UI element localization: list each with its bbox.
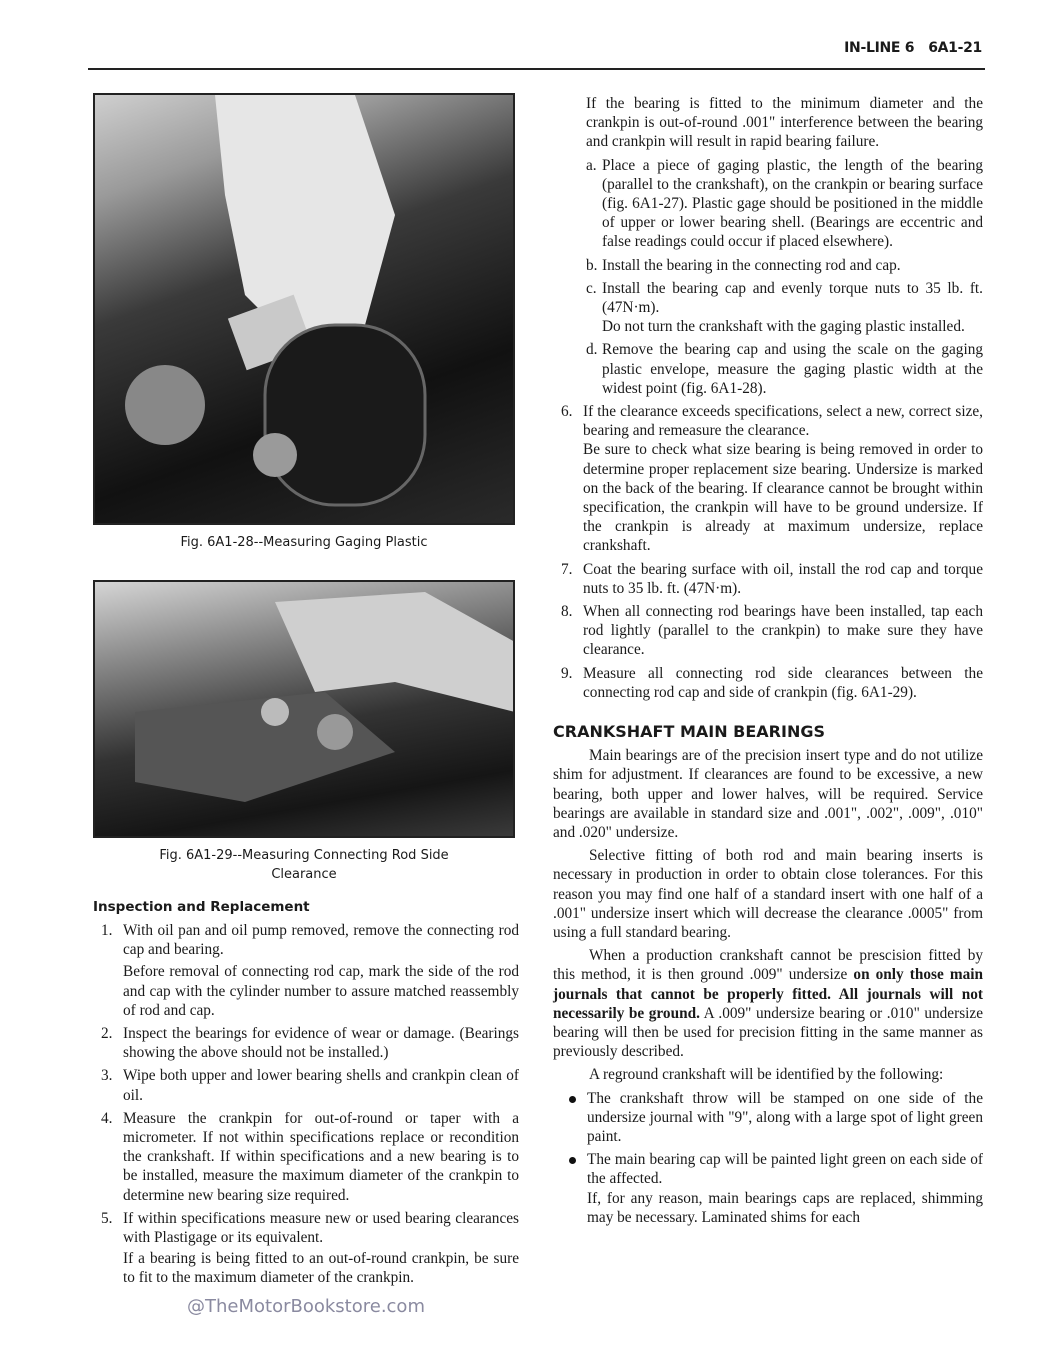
item-text: Measure the crankpin for out-of-round or taper with a micrometer. If not within specifications replace or recondition the crankshaft. If within specifications and a new bearing is to be installed, measure the maximum diameter of the crankpin to determine new bearing size required. (123, 1109, 519, 1204)
step-text: Remove the bearing cap and using the scale on the gaging plastic envelope, measure the gaging plastic width at the widest point (fig. 6A1-28). (602, 341, 983, 397)
bullet-text: The crankshaft throw will be stamped on one side of the undersize journal with "9", along with a large spot of light green paint. (587, 1089, 983, 1145)
header-rule (88, 68, 985, 70)
item-text: If within specifications measure new or used bearing clearances with Plastigage or its equivalent. (123, 1209, 519, 1247)
right-column (553, 94, 983, 1227)
item-number: 8. (561, 603, 573, 621)
watermark: @TheMotorBookstore.com (187, 1295, 425, 1317)
figure-caption: Fig. 6A1-28--Measuring Gaging Plastic (180, 535, 428, 550)
item-note: Be sure to check what size bearing is being removed in order to determine proper replacement size bearing. Undersize is marked on the back of the bearing. If clearance cannot be brought within specification, the crankpin will have to be ground undersize. If the crankpin is already at maximum undersize, replace crankshaft. (583, 441, 983, 555)
page-number: 6A1-21 (928, 40, 982, 56)
bold-text-run: on only those main journals that cannot be properly fitted. All journals will not necessarily be ground. (553, 966, 983, 1022)
item-note: If a bearing is being fitted to an out-of-round crankpin, be sure to fit to the maximum diameter of the crankpin. (123, 1250, 519, 1287)
step-letter: a. (586, 156, 597, 174)
text-run: When a production crankshaft cannot be prescision fitted by this method, it is then ground .009" undersize (553, 947, 983, 984)
item-text: Wipe both upper and lower bearing shells and crankpin clean of oil. (123, 1067, 519, 1104)
item-text: With oil pan and oil pump removed, remove the connecting rod cap and bearing. (123, 922, 519, 959)
item-number: 3. (101, 1067, 113, 1085)
list-item (553, 602, 983, 660)
caption-line: Fig. 6A1-29--Measuring Connecting Rod Side (159, 848, 449, 863)
section-title: IN-LINE 6 (844, 40, 915, 56)
sub-step (553, 340, 983, 398)
sub-step (553, 156, 983, 252)
bullet-text: The main bearing cap will be painted light green on each side of the affected. (587, 1151, 983, 1188)
list-item (93, 1066, 519, 1104)
item-number: 1. (101, 922, 113, 939)
bullet-icon (569, 1096, 576, 1103)
paragraph (553, 946, 983, 1061)
item-text: Inspect the bearings for evidence of wear or damage. (Bearings showing the above should not be installed.) (123, 1025, 519, 1062)
text-run: A .009" undersize bearing or .010" undersize bearing will then be used for precision fitting in the same manner as previously described. (553, 1004, 983, 1061)
step-text: Install the bearing in the connecting rod and cap. (602, 256, 901, 274)
sub-step (553, 256, 983, 275)
figure-measuring-side-clearance (93, 580, 515, 838)
list-item (93, 1109, 519, 1205)
item-text: If the clearance exceeds specifications, select a new, correct size, bearing and remeasure the clearance. (583, 403, 983, 440)
caption-line: Clearance (271, 867, 337, 882)
step-letter: d. (586, 341, 598, 359)
page-header (830, 40, 982, 56)
item-number: 7. (561, 560, 573, 578)
item-number: 2. (101, 1025, 113, 1043)
step-note: Do not turn the crankshaft with the gaging plastic installed. (602, 318, 965, 336)
step-letter: b. (586, 256, 598, 274)
section-heading: Inspection and Replacement (93, 899, 310, 915)
bullet-note: If, for any reason, main bearings caps are replaced, shimming may be necessary. Laminated shims for each (587, 1189, 983, 1226)
list-item (93, 1024, 519, 1062)
paragraph: A reground crankshaft will be identified by the following: (589, 1066, 944, 1084)
step-letter: c. (586, 279, 597, 297)
list-item (553, 664, 983, 702)
bullet-icon (569, 1157, 576, 1164)
item-text: When all connecting rod bearings have been installed, tap each rod lightly (parallel to the crankpin) to make sure they have clearance. (583, 603, 983, 659)
item-note: Before removal of connecting rod cap, mark the side of the rod and cap with the cylinder number to assure matched reassembly of rod and cap. (123, 963, 519, 1019)
step-text: Place a piece of gaging plastic, the length of the bearing (parallel to the crankshaft), on the crankpin or bearing surface (fig. 6A1-27). Plastic gage should be positioned in the middle of upper or lower bearing shell. (Bearings are eccentric and false readings could occur if placed elsewhere). (602, 156, 983, 251)
list-item (93, 921, 519, 1020)
photo-gaging-plastic (95, 95, 513, 523)
list-item (553, 402, 983, 556)
item-number: 6. (561, 403, 573, 421)
photo-side-clearance (95, 582, 513, 836)
intro-paragraph: If the bearing is fitted to the minimum diameter and the crankpin is out-of-round .001" interference between the bearing and crankpin will result in rapid bearing failure. (586, 95, 983, 151)
section-heading: CRANKSHAFT MAIN BEARINGS (553, 722, 825, 742)
paragraph: Selective fitting of both rod and main bearing inserts is necessary in production in order to obtain close tolerances. For this reason you may find one half of a standard insert with one half of a .001" undersize insert which will decrease the clearance .0005" from using a full standard bearing. (553, 847, 983, 941)
item-text: Coat the bearing surface with oil, install the rod cap and torque nuts to 35 lb. ft. (47N·m). (583, 560, 983, 597)
bullet-item (553, 1089, 983, 1147)
sub-step (553, 279, 983, 337)
item-number: 5. (101, 1209, 113, 1227)
paragraph: Main bearings are of the precision insert type and do not utilize shim for adjustment. If clearances are found to be excessive, a new bearing, both upper and lower halves, will be required. Service bearings are available in standard size and .001", .002", .009", .010" and .020" undersize. (553, 747, 983, 841)
step-text: Install the bearing cap and evenly torque nuts to 35 lb. ft. (47N·m). (602, 279, 983, 317)
left-column (93, 93, 519, 1318)
list-item (93, 1209, 519, 1288)
item-text: Measure all connecting rod side clearances between the connecting rod cap and side of crankpin (fig. 6A1-29). (583, 664, 983, 701)
list-item (553, 560, 983, 598)
item-number: 4. (101, 1109, 113, 1127)
bullet-item (553, 1150, 983, 1227)
figure-measuring-gaging-plastic (93, 93, 515, 525)
figure-caption (93, 846, 515, 884)
item-number: 9. (561, 664, 573, 682)
